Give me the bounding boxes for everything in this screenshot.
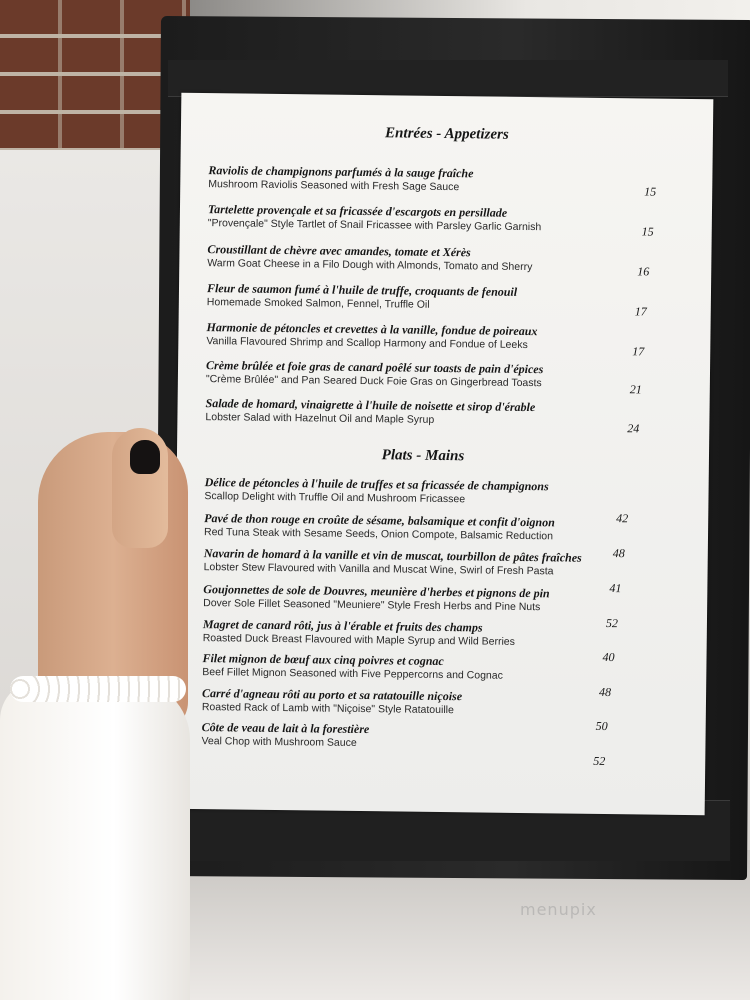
menu-item	[203, 582, 643, 615]
item-name-fr: Côte de veau de lait à la forestière	[201, 720, 370, 737]
item-name-en: Mushroom Raviolis Seasoned with Fresh Sage Sauce	[208, 178, 460, 194]
item-name-en: Beef Fillet Mignon Seasoned with Five Peppercorns and Cognac	[202, 666, 503, 682]
item-name-en: Lobster Salad with Hazelnut Oil and Maple Syrup	[205, 411, 435, 426]
item-price: 48	[612, 546, 625, 561]
sleeve-ruffle	[10, 676, 186, 702]
item-name-fr: Crème brûlée et foie gras de canard poêlé sur toasts de pain d'épices	[205, 358, 544, 377]
item-name-fr: Navarin de homard à la vanille et vin de muscat, tourbillon de pâtes fraîches	[203, 546, 582, 565]
painted-nail	[130, 440, 160, 474]
item-name-fr: Goujonnettes de sole de Douvres, meunière d'herbes et pignons de pin	[203, 582, 550, 601]
menu-item	[202, 686, 642, 719]
menu-item	[207, 242, 647, 275]
menu-folder-top-band	[168, 60, 728, 97]
item-price: 48	[599, 684, 612, 700]
menu-item	[205, 396, 645, 429]
item-price: 15	[644, 184, 657, 199]
item-price: 15	[641, 224, 654, 239]
menu-item	[203, 617, 643, 650]
item-price: 52	[605, 616, 619, 631]
menu-item	[201, 720, 641, 753]
menu-item	[207, 281, 647, 314]
menu-item	[204, 475, 644, 508]
item-price: 17	[634, 304, 647, 319]
item-name-en: Warm Goat Cheese in a Filo Dough with Almonds, Tomato and Sherry	[207, 257, 533, 274]
item-price: 42	[616, 511, 629, 526]
mains-title: Plats - Mains	[381, 447, 465, 465]
item-name-en: Dover Sole Fillet Seasoned "Meuniere" Style Fresh Herbs and Pine Nuts	[203, 597, 541, 614]
menu-item	[202, 651, 642, 684]
item-price: 24	[627, 421, 640, 436]
menu-item	[206, 358, 646, 391]
item-name-fr: Tartelette provençale et sa fricassée d'escargots en persillade	[207, 202, 508, 220]
item-name-fr: Harmonie de pétoncles et crevettes à la vanille, fondue de poireaux	[206, 320, 538, 339]
menu-item	[206, 320, 646, 353]
item-price: 17	[632, 344, 645, 359]
menu-item	[208, 163, 648, 196]
item-name-fr: Salade de homard, vinaigrette à l'huile de noisette et sirop d'érable	[205, 396, 536, 415]
item-name-fr: Délice de pétoncles à l'huile de truffes et sa fricassée de champignons	[204, 475, 549, 494]
item-price: 52	[593, 753, 606, 769]
watermark: menupix	[520, 900, 597, 919]
white-sleeve	[0, 680, 190, 1000]
appetizers-title: Entrées - Appetizers	[385, 125, 509, 143]
item-price: 21	[629, 382, 642, 397]
menu-item	[204, 511, 644, 544]
item-name-en: "Provençale" Style Tartlet of Snail Fricassee with Parsley Garlic Garnish	[207, 217, 542, 234]
item-name-en: Homemade Smoked Salmon, Fennel, Truffle Oil	[206, 296, 430, 311]
item-name-fr: Magret de canard rôti, jus à l'érable et fruits des champs	[202, 617, 483, 635]
item-name-en: Scallop Delight with Truffle Oil and Mushroom Fricassee	[204, 490, 466, 506]
item-price: 16	[637, 264, 650, 279]
item-name-fr: Raviolis de champignons parfumés à la sauge fraîche	[208, 163, 474, 181]
menu-item	[208, 202, 648, 235]
item-name-en: Roasted Rack of Lamb with "Niçoise" Style Ratatouille	[201, 701, 454, 717]
item-price: 50	[595, 718, 608, 734]
item-name-fr: Carré d'agneau rôti au porto et sa ratatouille niçoise	[201, 686, 463, 704]
item-name-fr: Croustillant de chèvre avec amandes, tomate et Xérès	[207, 242, 471, 260]
item-name-fr: Fleur de saumon fumé à l'huile de truffe, croquants de fenouil	[206, 281, 518, 299]
item-name-en: Red Tuna Steak with Sesame Seeds, Onion Compote, Balsamic Reduction	[203, 526, 554, 543]
item-name-fr: Filet mignon de bœuf aux cinq poivres et cognac	[202, 651, 444, 669]
item-name-en: Vanilla Flavoured Shrimp and Scallop Harmony and Fondue of Leeks	[206, 335, 528, 352]
item-name-en: Roasted Duck Breast Flavoured with Maple Syrup and Wild Berries	[202, 632, 516, 648]
item-price: 40	[602, 649, 615, 665]
item-name-en: Lobster Stew Flavoured with Vanilla and Muscat Wine, Swirl of Fresh Pasta	[203, 561, 554, 578]
item-name-en: "Crème Brûlée" and Pan Seared Duck Foie Gras on Gingerbread Toasts	[205, 373, 542, 390]
item-name-en: Veal Chop with Mushroom Sauce	[201, 735, 357, 749]
item-name-fr: Pavé de thon rouge en croûte de sésame, balsamique et confit d'oignon	[204, 511, 555, 530]
item-price: 41	[609, 581, 622, 596]
menu-item	[204, 546, 644, 579]
menu-page	[173, 93, 714, 815]
